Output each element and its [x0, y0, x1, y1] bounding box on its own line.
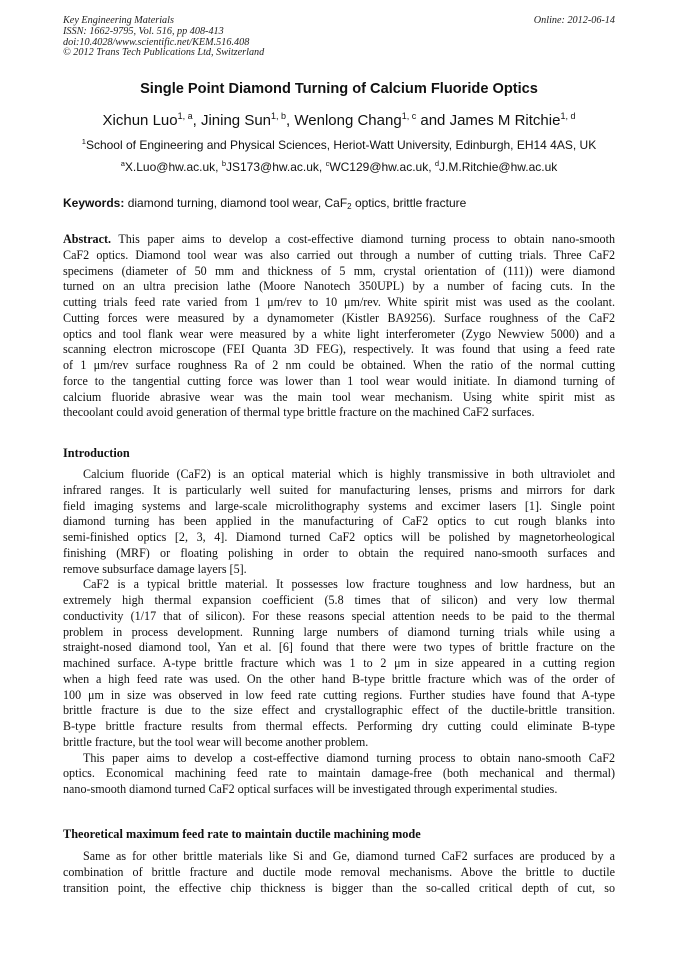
text-line: diamond turning has been applied in the manufacturing of CaF2 optics to cut rough blanks into: [63, 514, 615, 529]
keywords-label: Keywords:: [63, 196, 125, 210]
author: James M Ritchie$^{1, d}$: [449, 111, 576, 129]
text-line: straight-nosed diamond tool, Yan et al. [6] found that there were two types of brittle fracture on the: [63, 640, 615, 655]
text-line: infrared ranges. It is particularly well suited for manufacturing lenses, prisms and mirrors for dark: [63, 482, 615, 497]
author-list: Xichun Luo$^{1, a}$, Jining Sun$^{1, b}$, Wenlong Chang$^{1, c}$ and James M Ritchie$^{1, d}$: [102, 111, 576, 129]
keywords: Keywords: diamond turning, diamond tool wear, CaF$_2$ optics, brittle fracture: [63, 196, 467, 211]
paper-title: Single Point Diamond Turning of Calcium Fluoride Optics: [140, 81, 538, 97]
text-line: Same as for other brittle materials like Si and Ge, diamond turned CaF2 surfaces are produced by a: [83, 849, 615, 863]
text-line: optics. Economical machining feed rate to maintain damage-free (both mechanical and thermal): [63, 766, 615, 781]
text-line: scanning electron microscope (FEI Quanta 3D FEG), respectively. It was found that using a feed rate: [63, 342, 615, 357]
section2-body: [63, 849, 615, 896]
text-line: This paper aims to develop a cost-effective diamond turning process to obtain nano-smooth CaF2: [83, 750, 615, 765]
text-line: brittle fracture is due to the size effect and crystallographic effect of the ductile-brittle transition.: [63, 703, 615, 718]
author: Xichun Luo$^{1, a}$: [102, 111, 193, 129]
text-line: problem in process development. Running large numbers of diamond turning trials while using a: [63, 624, 615, 639]
text-line: force to the tangential cutting force was lower than 1 tool wear would initiate. In diamond turning of: [63, 373, 615, 388]
text-line: brittle fracture, but the tool wear will become another problem.: [63, 734, 369, 749]
text-line: nano-smooth diamond turned CaF2 optical surfaces will be investigated through experimental studies.: [63, 782, 558, 796]
abstract: [63, 232, 615, 421]
text-line: transition point, the effective chip thickness is bigger than the so-called critical depth of cut, so: [63, 880, 615, 895]
text-line: finishing (MRF) or floating polishing in order to obtain the required nano-smooth surfaces and: [63, 545, 615, 560]
copyright-line: © 2012 Trans Tech Publications Ltd, Switzerland: [63, 47, 265, 59]
section-heading-introduction: Introduction: [63, 446, 130, 460]
text-line: Abstract. This paper aims to develop a cost-effective diamond turning process to obtain nano-smooth: [63, 232, 615, 246]
issn-line: ISSN: 1662-9795, Vol. 516, pp 408-413: [63, 25, 224, 37]
text-line: turned on an ultra precision lathe (Moore Nanotech 350UPL) by a number of facing cuts. In the: [63, 279, 615, 294]
text-line: when a high feed rate was used. On the other hand B-type brittle fracture which was of the order of: [63, 671, 615, 686]
text-line: cutting trials feed rate varied from 1 μm/rev to 10 μm/rev. White spirit mist was used as the coolant.: [63, 295, 615, 309]
author: Jining Sun$^{1, b}$: [200, 111, 287, 129]
text-line: calcium fluoride abrasive wear was the main tool wear mechanism. Using white spirit mist as: [63, 389, 615, 404]
text-line: optics and tool flank wear were measured by a white light interferometer (Zygo Newview 5000) and a: [63, 326, 615, 341]
text-line: conductivity (1/17 that of silicon). For these reasons special attention needs to be paid to the thermal: [63, 608, 615, 623]
doi-line: doi:10.4028/www.scientific.net/KEM.516.408: [63, 36, 250, 48]
text-line: extremely high thermal expansion coefficient (5.8 times that of silicon) and very low thermal: [63, 593, 615, 607]
text-line: specimens (diameter of 50 mm and thickness of 5 mm, crystal orientation of (111)) were diamond: [63, 263, 615, 278]
text-line: Calcium fluoride (CaF2) is an optical material which is highly transmissive in both ultraviolet and: [83, 467, 615, 481]
text-line: combination of brittle fracture and ductile mode removal mechanisms. Above the brittle to ductile: [63, 864, 615, 879]
author-emails: $^a$X.Luo@hw.ac.uk, $^b$JS173@hw.ac.uk, $^c$WC129@hw.ac.uk, $^d$J.M.Ritchie@hw.ac.uk: [120, 159, 558, 174]
text-line: machined surface. A-type brittle fracture which was 1 to 2 μm in size appeared in a cutting region: [63, 656, 615, 670]
text-line: Cutting forces were measured by a dynamometer (Kistler BA9256). Surface roughness of the CaF2: [63, 310, 615, 325]
text-line: B-type brittle fracture results from thermal effects. Performing dry cutting could eliminate B-type: [63, 719, 615, 733]
text-line: semi-finished optics [2, 3, 4]. Diamond turned CaF2 optics will be polished by magnetorheological: [63, 530, 615, 544]
text-line: of 1 μm/rev surface roughness Ra of 2 nm could be obtained. When the ratio of the normal cutting: [63, 358, 615, 372]
text-line: thecoolant could avoid generation of thermal type brittle fracture on the machined CaF2 surfaces.: [63, 405, 535, 420]
introduction-body: [63, 467, 615, 798]
affiliation: $^1$School of Engineering and Physical Sciences, Heriot-Watt University, Edinburgh, EH14 4AS, UK: [81, 137, 597, 152]
text-line: field imaging systems and large-scale microlithography systems and excimer lasers [1]. Single point: [63, 498, 615, 513]
abstract-label: Abstract.: [63, 232, 112, 246]
text-line: CaF2 optics. Diamond tool wear was also carried out through a number of cutting trials. Three CaF2: [63, 247, 615, 262]
journal-header: [63, 16, 264, 59]
text-line: 100 μm in size was observed in low feed rate cutting regions. Further studies have found that A-type: [63, 687, 615, 702]
online-date: Online: 2012-06-14: [533, 15, 615, 26]
text-line: CaF2 is a typical brittle material. It possesses low fracture toughness and low hardness, but an: [83, 577, 615, 592]
author: Wenlong Chang$^{1, c}$: [294, 111, 417, 129]
text-line: remove subsurface damage layers [5].: [63, 561, 247, 576]
section-heading-theoretical: Theoretical maximum feed rate to maintain ductile machining mode: [63, 827, 421, 841]
journal-name: Key Engineering Materials: [63, 15, 174, 26]
